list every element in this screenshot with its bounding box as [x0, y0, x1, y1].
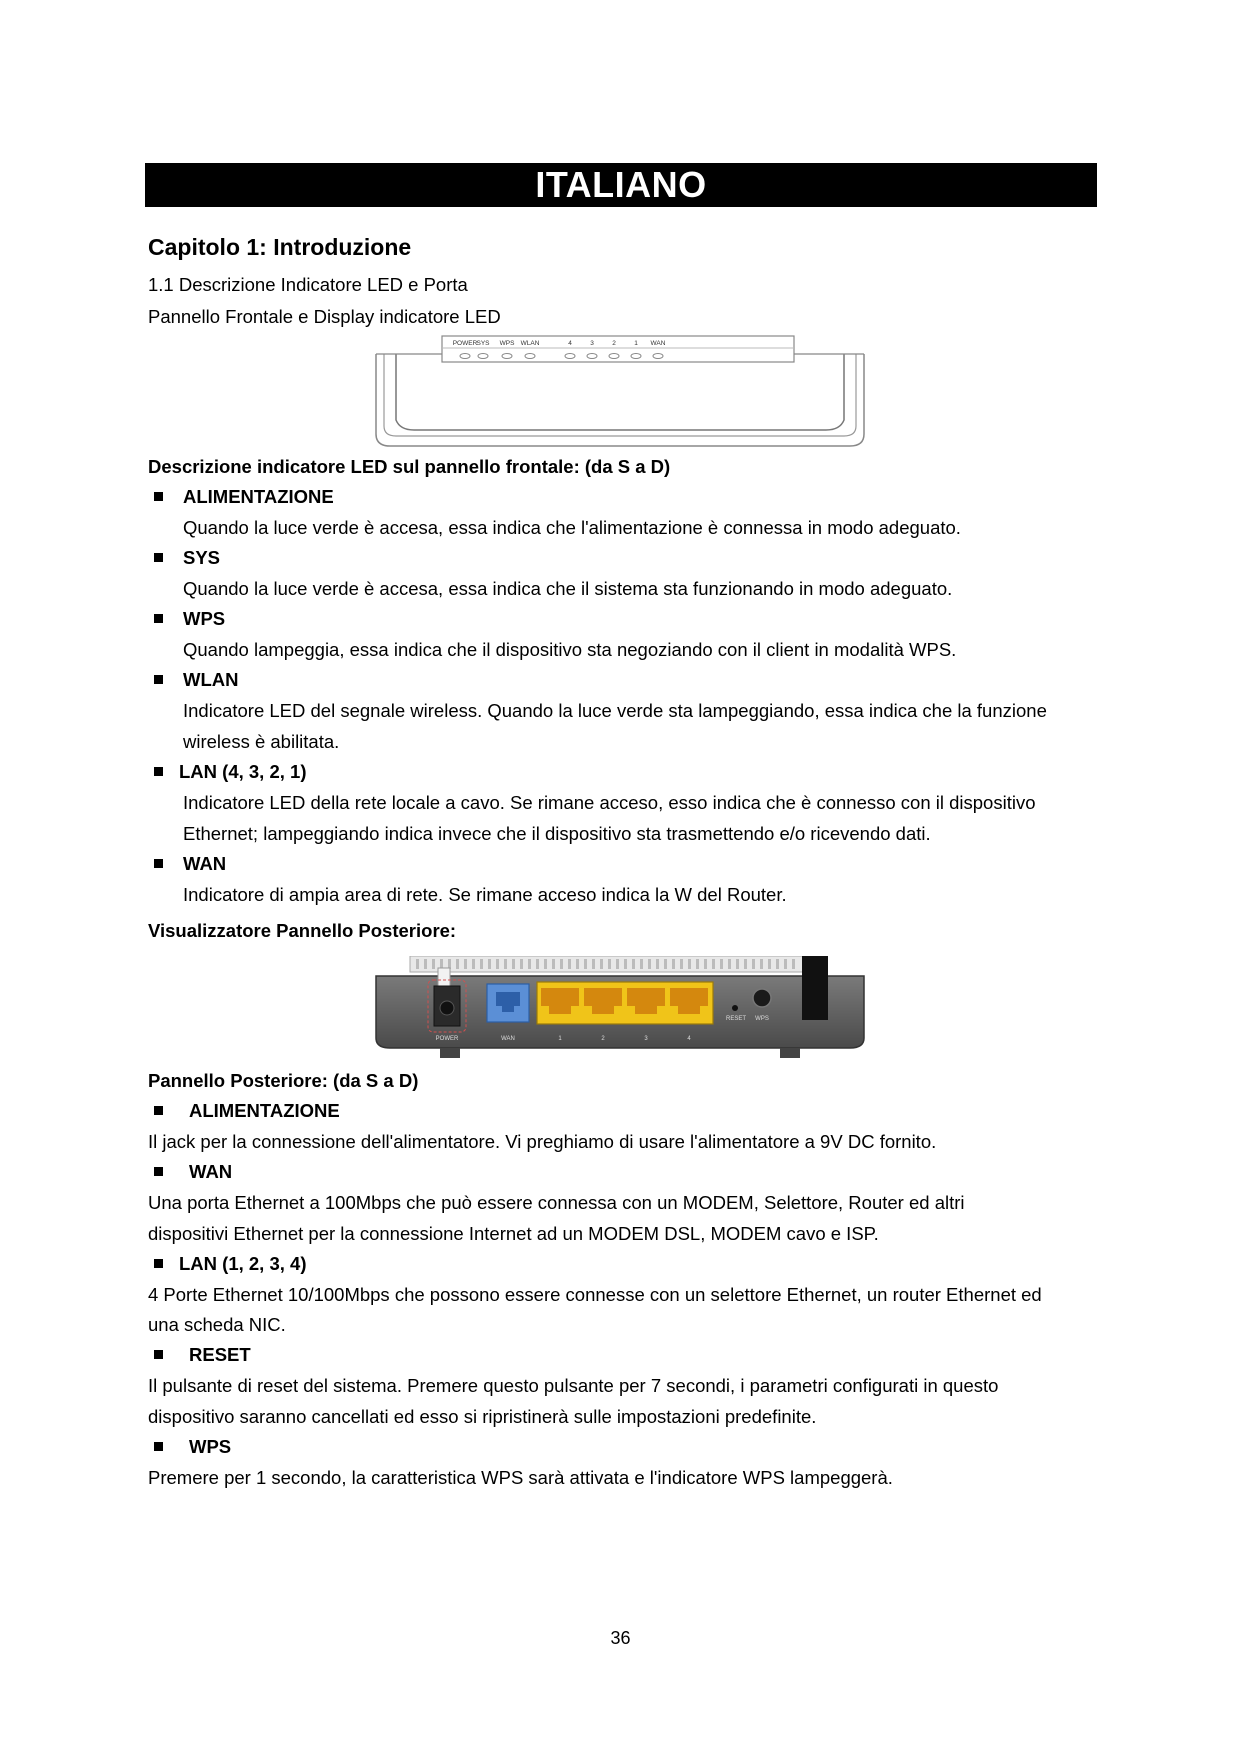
- vent-slot: [512, 959, 515, 969]
- vent-slot: [608, 959, 611, 969]
- front-led-label: 4: [568, 340, 572, 347]
- chapter-title: Capitolo 1: Introduzione: [148, 234, 412, 260]
- rear-item-title: LAN (1, 2, 3, 4): [179, 1253, 307, 1274]
- bullet-icon: [154, 859, 163, 868]
- front-panel-caption: Pannello Frontale e Display indicatore LED: [148, 306, 501, 327]
- vent-slot: [760, 959, 763, 969]
- front-item-text: Ethernet; lampeggiando indica invece che il dispositivo sta trasmettendo e/o ricevendo dati.: [183, 823, 931, 844]
- vent-slot: [504, 959, 507, 969]
- vent-slot: [680, 959, 683, 969]
- rear-panel-caption: Visualizzatore Pannello Posteriore:: [148, 920, 457, 941]
- vent-slot: [560, 959, 563, 969]
- rear-port-label: WAN: [501, 1036, 515, 1042]
- vent-slot: [432, 959, 435, 969]
- front-led-label: 1: [634, 340, 638, 347]
- front-item-title: SYS: [183, 547, 221, 568]
- vent-slot: [768, 959, 771, 969]
- bullet-icon: [154, 1106, 163, 1115]
- rear-item-title: ALIMENTAZIONE: [189, 1100, 340, 1121]
- vent-slot: [624, 959, 627, 969]
- vent-slot: [480, 959, 483, 969]
- front-led-label: WLAN: [520, 340, 540, 347]
- rear-item-text: Una porta Ethernet a 100Mbps che può essere connessa con un MODEM, Selettore, Router ed altri: [148, 1192, 965, 1213]
- vent-slot: [520, 959, 523, 969]
- bullet-icon: [154, 1442, 163, 1451]
- front-led-indicator: [565, 354, 575, 359]
- bullet-icon: [154, 1259, 163, 1268]
- vent-slot: [784, 959, 787, 969]
- rear-item-text: 4 Porte Ethernet 10/100Mbps che possono essere connesse con un selettore Ethernet, un router Ethernet ed: [148, 1284, 1042, 1305]
- vent-slot: [776, 959, 779, 969]
- front-led-indicator: [587, 354, 597, 359]
- vent-slot: [728, 959, 731, 969]
- front-led-label: WPS: [499, 340, 515, 347]
- rear-port-label: WPS: [755, 1016, 769, 1022]
- vent-slot: [544, 959, 547, 969]
- vent-slot: [464, 959, 467, 969]
- bullet-icon: [154, 614, 163, 623]
- language-banner: ITALIANO: [145, 163, 1097, 207]
- vent-slot: [568, 959, 571, 969]
- page-number: 36: [610, 1628, 631, 1648]
- vent-slot: [472, 959, 475, 969]
- front-led-indicator: [525, 354, 535, 359]
- bullet-icon: [154, 675, 163, 684]
- vent-slot: [584, 959, 587, 969]
- front-item-text: Indicatore LED della rete locale a cavo. Se rimane acceso, esso indica che è connesso con il dispositivo: [183, 792, 1036, 813]
- vent-slot: [696, 959, 699, 969]
- vent-slot: [664, 959, 667, 969]
- vent-slot: [648, 959, 651, 969]
- vent-slot: [496, 959, 499, 969]
- rear-port-label: RESET: [725, 1016, 747, 1022]
- vent-slot: [592, 959, 595, 969]
- front-led-indicator: [631, 354, 641, 359]
- rear-panel-heading: Pannello Posteriore: (da S a D): [148, 1070, 419, 1091]
- front-item-title: WPS: [183, 608, 226, 629]
- vent-slot: [720, 959, 723, 969]
- front-led-indicator: [609, 354, 619, 359]
- vent-slot: [488, 959, 491, 969]
- vent-slot: [416, 959, 419, 969]
- rear-item-text: Il jack per la connessione dell'alimentatore. Vi preghiamo di usare l'alimentatore a 9V DC fornito.: [148, 1131, 937, 1152]
- vent-slot: [736, 959, 739, 969]
- front-item-title: ALIMENTAZIONE: [183, 486, 334, 507]
- rear-port-label: 3: [644, 1036, 648, 1042]
- front-item-title: WAN: [183, 853, 227, 874]
- rear-port-label: POWER: [435, 1036, 459, 1042]
- front-led-label: WAN: [650, 340, 666, 347]
- vent-slot: [424, 959, 427, 969]
- front-led-indicator: [502, 354, 512, 359]
- front-led-label: POWER: [452, 340, 478, 347]
- rear-item-text: dispositivo saranno cancellati ed esso si ripristinerà sulle impostazioni predefinite.: [148, 1406, 817, 1427]
- vent-slot: [688, 959, 691, 969]
- front-led-label: 3: [590, 340, 594, 347]
- front-led-label: SYS: [476, 340, 490, 347]
- bullet-icon: [154, 767, 163, 776]
- rear-item-title: WAN: [189, 1161, 233, 1182]
- rear-item-text: Il pulsante di reset del sistema. Premere questo pulsante per 7 secondi, i parametri configurati in questo: [148, 1375, 999, 1396]
- vent-slot: [632, 959, 635, 969]
- section-title: 1.1 Descrizione Indicatore LED e Porta: [148, 274, 468, 295]
- front-item-text: Quando lampeggia, essa indica che il dispositivo sta negoziando con il client in modalità WPS.: [183, 639, 957, 660]
- rear-panel-illustration: [370, 956, 870, 1060]
- vent-slot: [704, 959, 707, 969]
- bullet-icon: [154, 553, 163, 562]
- front-item-title: LAN (4, 3, 2, 1): [179, 761, 307, 782]
- vent-slot: [552, 959, 555, 969]
- bullet-icon: [154, 492, 163, 501]
- vent-slot: [576, 959, 579, 969]
- vent-slot: [536, 959, 539, 969]
- front-led-label: 2: [612, 340, 616, 347]
- front-item-text: Quando la luce verde è accesa, essa indica che l'alimentazione è connessa in modo adeguato.: [183, 517, 961, 538]
- rear-port-label: 1: [558, 1036, 562, 1042]
- front-led-indicator: [478, 354, 488, 359]
- vent-slot: [656, 959, 659, 969]
- vent-slot: [744, 959, 747, 969]
- front-item-title: WLAN: [183, 669, 239, 690]
- rear-port-label: 4: [687, 1036, 691, 1042]
- rear-item-title: WPS: [189, 1436, 232, 1457]
- rear-port-label: 2: [601, 1036, 605, 1042]
- vent-slot: [616, 959, 619, 969]
- bullet-icon: [154, 1167, 163, 1176]
- rear-item-title: RESET: [189, 1344, 251, 1365]
- vent-slot: [792, 959, 795, 969]
- front-panel-illustration: [370, 334, 870, 450]
- vent-slot: [672, 959, 675, 969]
- bullet-icon: [154, 1350, 163, 1359]
- front-item-text: Indicatore di ampia area di rete. Se rimane acceso indica la W del Router.: [183, 884, 787, 905]
- rear-item-text: una scheda NIC.: [148, 1314, 286, 1335]
- front-led-indicator: [460, 354, 470, 359]
- vent-slot: [640, 959, 643, 969]
- vent-slot: [712, 959, 715, 969]
- front-item-text: wireless è abilitata.: [183, 731, 340, 752]
- front-item-text: Quando la luce verde è accesa, essa indica che il sistema sta funzionando in modo adeguato.: [183, 578, 953, 599]
- front-led-indicator: [653, 354, 663, 359]
- vent-slot: [600, 959, 603, 969]
- front-panel-heading: Descrizione indicatore LED sul pannello frontale: (da S a D): [148, 456, 671, 477]
- vent-slot: [752, 959, 755, 969]
- rear-item-text: Premere per 1 secondo, la caratteristica WPS sarà attivata e l'indicatore WPS lampeggerà.: [148, 1467, 893, 1488]
- front-item-text: Indicatore LED del segnale wireless. Quando la luce verde sta lampeggiando, essa indica che la funzione: [183, 700, 1047, 721]
- vent-slot: [528, 959, 531, 969]
- vent-slot: [456, 959, 459, 969]
- rear-item-text: dispositivi Ethernet per la connessione Internet ad un MODEM DSL, MODEM cavo e ISP.: [148, 1223, 879, 1244]
